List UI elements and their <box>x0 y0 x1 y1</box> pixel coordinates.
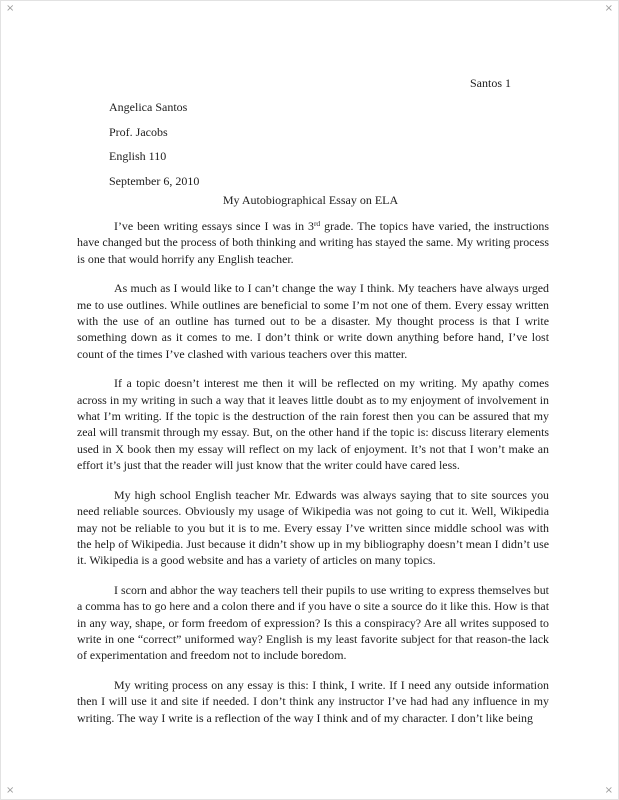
corner-mark-bottom-right: × <box>604 785 613 796</box>
paragraph-1-start: I’ve been writing essays since I was in 3 <box>114 219 314 233</box>
paragraph-1-superscript: rd <box>313 219 321 228</box>
author-name: Angelica Santos <box>109 100 188 114</box>
running-head: Santos 1 <box>469 76 511 90</box>
corner-mark-top-left: × <box>6 3 15 14</box>
header-block <box>109 95 199 193</box>
corner-mark-bottom-left: × <box>6 785 15 796</box>
paragraph-4: My high school English teacher Mr. Edwards was always saying that to site sources you need reliable sources. Obviously my usage of Wikipedia was not going to cut it. Well, Wikipedia may not be reliable to you but it is to me. Every essay I’ve written since middle school was with the help of Wikipedia. Just because it didn’t show up in my bibliography doesn’t mean I didn’t use it. Wikipedia is a good website and has a variety of articles on many topics. <box>77 487 549 568</box>
paragraph-1 <box>77 218 549 267</box>
instructor-name: Prof. Jacobs <box>109 124 168 139</box>
essay-body <box>77 218 549 739</box>
course-name: English 110 <box>109 149 167 163</box>
paragraph-3: If a topic doesn’t interest me then it will be reflected on my writing. My apathy comes across in my writing in such a way that it leaves little doubt as to my enjoyment of involvement in what I’m writing. If the topic is the destruction of the rain forest then you can be assured that my zeal will transmit through my essay. But, on the other hand if the topic is: discuss literary elements used in X book then my essay will reflect on my lack of enjoyment. It’s not that I won’t make an effort it’s just that the reader will just know that the writer could have cared less. <box>77 376 549 473</box>
paragraph-2: As much as I would like to I can’t change the way I think. My teachers have always urged me to use outlines. While outlines are beneficial to some I’m not one of them. Every essay written with the use of an outline has turned out to be a disaster. My thought process is that I write something down as it comes to me. I don’t think or write down anything before hand, I’ve lost count of the times I’ve clashed with various teachers over this matter. <box>77 281 549 361</box>
date-line: September 6, 2010 <box>109 173 200 188</box>
essay-title: My Autobiographical Essay on ELA <box>222 193 399 207</box>
paragraph-5: I scorn and abhor the way teachers tell their pupils to use writing to express themselves but a comma has to go here and a colon there and if you have o site a source do it like this. How is that in any way, shape, or form freedom of expression? Is this a conspiracy? Are all writes supposed to write in one “correct” uniformed way? English is my least favorite subject for that reason-the lack of experimentation and freedom not to include boredom. <box>77 582 549 663</box>
paragraph-6: My writing process on any essay is this: I think, I write. If I need any outside information then I will use it and site if needed. I don’t think any instructor I’ve had had any influence in my writing. The way I write is a reflection of the way I think and of my character. I don’t like being <box>77 677 549 725</box>
corner-mark-top-right: × <box>604 3 613 14</box>
paragraph-1-rest: grade. The topics have varied, the instructions have changed but the process of both thinking and writing has stayed the same. My writing process is one that would horrify any English teacher. <box>77 219 549 266</box>
